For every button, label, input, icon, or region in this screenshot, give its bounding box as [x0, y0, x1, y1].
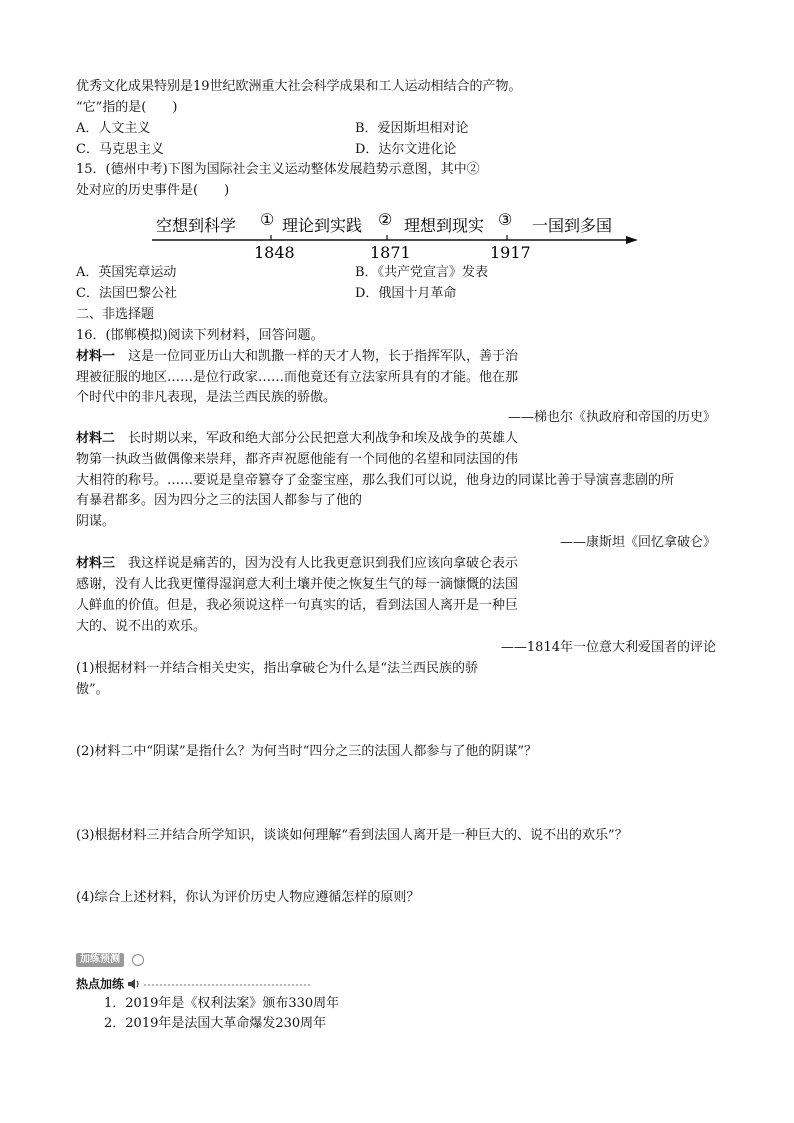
intro-line-1: 优秀文化成果特别是19世纪欧洲重大社会科学成果和工人运动相结合的产物。 [76, 79, 522, 94]
timeline-year-1871: 1871 [370, 243, 411, 262]
question-4: (4)综合上述材料，你认为评价历史人物应遵循怎样的原则？ [76, 890, 420, 905]
timeline-marker-1: ① [260, 210, 275, 229]
timeline-arrowhead [626, 236, 638, 244]
material-2-label: 材料二 [76, 431, 116, 446]
hot-topic-item-1: 1．2019年是《权利法案》颁布330周年 [104, 996, 340, 1011]
q14-option-b: B．爱因斯坦相对论 [355, 121, 469, 136]
question-2: (2)材料二中“阴谋”是指什么？为何当时“四分之三的法国人都参与了他的阴谋”？ [76, 744, 537, 759]
q14-option-c: C．马克思主义 [76, 142, 164, 157]
q14-option-a: A．人文主义 [76, 121, 151, 136]
badge-circle-icon [132, 954, 144, 966]
q15-option-c: C．法国巴黎公社 [76, 286, 177, 301]
material-1-source: ——梯也尔《执政府和帝国的历史》 [507, 410, 716, 425]
q16-stem: 16．(邯郸模拟)阅读下列材料，回答问题。 [76, 328, 324, 343]
material-2-line-1: 材料二 长时期以来，军政和绝大部分公民把意大利战争和埃及战争的英雄人 [76, 431, 519, 446]
q15-option-a: A．英国宪章运动 [76, 265, 177, 280]
q15-stem-line-2: 处对应的历史事件是( ) [76, 183, 230, 198]
material-2-line-4: 有暴君都多。因为四分之三的法国人都参与了他的 [76, 493, 363, 508]
material-1-line-3: 个时代中的非凡表现，是法兰西民族的骄傲。 [76, 390, 337, 405]
dotted-divider [144, 984, 310, 986]
socialism-timeline [150, 203, 650, 265]
timeline-marker-2: ② [378, 210, 393, 229]
q15-stem-line-1: 15．(德州中考)下图为国际社会主义运动整体发展趋势示意图，其中② [76, 162, 480, 177]
material-3-label: 材料三 [76, 556, 116, 571]
timeline-stage-1: 空想到科学 [156, 216, 237, 235]
timeline-year-1917: 1917 [490, 243, 531, 262]
material-2-line-2: 物第一执政当做偶像来崇拜，都齐声祝愿他能有一个同他的名望和同法国的伟 [76, 452, 519, 467]
material-3-line-4: 大的、说不出的欢乐。 [76, 619, 207, 634]
material-1-line-2: 理被征服的地区……是位行政家……而他竟还有立法家所具有的才能。他在那 [76, 370, 519, 385]
timeline-marker-3: ③ [498, 210, 513, 229]
timeline-stage-2: 理论到实践 [282, 216, 363, 235]
question-3: (3)根据材料三并结合所学知识，谈谈如何理解“看到法国人离开是一种巨大的、说不出的欢乐”？ [76, 828, 628, 843]
speaker-icon [127, 978, 141, 990]
question-1-line-2: 傲”。 [76, 682, 109, 697]
material-1-label: 材料一 [76, 349, 116, 364]
timeline-stage-4: 一国到多国 [532, 216, 613, 235]
material-3-line-2: 感谢，没有人比我更懂得湿润意大利土壤并使之恢复生气的每一滴慷慨的法国 [76, 577, 519, 592]
q14-question: “它”指的是( ) [76, 100, 178, 115]
q15-option-d: D．俄国十月革命 [355, 286, 457, 301]
q14-option-d: D．达尔文进化论 [355, 142, 457, 157]
hot-topic-item-2: 2．2019年是法国大革命爆发230周年 [104, 1016, 327, 1031]
material-3-source: ——1814年一位意大利爱国者的评论 [500, 640, 716, 655]
section-heading: 二、非选择题 [76, 307, 155, 322]
material-1-line-1: 材料一 这是一位同亚历山大和凯撒一样的天才人物，长于指挥军队，善于治 [76, 349, 519, 364]
hot-topics-label: 热点加练 [76, 977, 125, 991]
material-2-line-3: 大相符的称号。……要说是皇帝篡夺了金銮宝座，那么我们可以说，他身边的同谋比善于导演喜悲剧的所 [76, 473, 675, 488]
timeline-year-1848: 1848 [254, 243, 295, 262]
q15-option-b: B．《共产党宣言》发表 [355, 265, 489, 280]
material-2-source: ——康斯坦《回忆拿破仑》 [559, 535, 716, 550]
material-3-line-3: 人鲜血的价值。但是，我必须说这样一句真实的话，看到法国人离开是一种巨 [76, 598, 519, 613]
timeline-stage-3: 理想到现实 [404, 216, 485, 235]
question-1-line-1: (1)根据材料一并结合相关史实，指出拿破仑为什么是“法兰西民族的骄 [76, 661, 479, 676]
material-2-line-5: 阴谋。 [76, 514, 116, 529]
material-3-line-1: 材料三 我这样说是痛苦的，因为没有人比我更意识到我们应该向拿破仑表示 [76, 556, 519, 571]
prediction-badge: 加练预测 [76, 953, 124, 967]
